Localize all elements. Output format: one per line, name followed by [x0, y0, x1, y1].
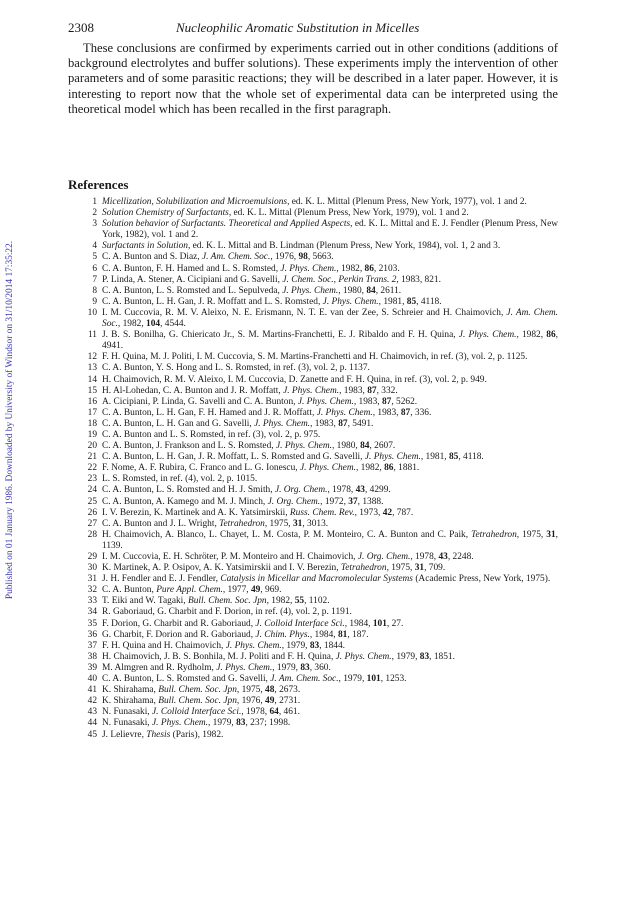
reference-year: , 1979, [272, 662, 301, 673]
reference-volume: 87 [367, 385, 377, 396]
reference-item [68, 596, 558, 607]
reference-source: J. Phys. Chem. [225, 640, 282, 651]
reference-pages: , 969. [260, 585, 282, 596]
reference-authors: K. Shirahama, [102, 685, 159, 696]
reference-pages: , 4118. [458, 452, 484, 463]
reference-pages: , 461. [278, 707, 300, 718]
reference-number: 43 [87, 707, 97, 718]
reference-source: J. Am. Chem. Soc. [270, 674, 339, 685]
reference-year: , 1982, [336, 263, 365, 274]
reference-number: 6 [92, 263, 97, 274]
reference-number: 23 [87, 474, 97, 485]
reference-year: , 1975, [236, 685, 266, 696]
reference-number: 27 [87, 518, 97, 529]
reference-number: 25 [87, 496, 97, 507]
reference-number: 36 [87, 629, 97, 640]
reference-pages: , 1253. [380, 674, 407, 685]
reference-year: , 1975, [516, 529, 547, 540]
reference-number: 45 [87, 729, 97, 740]
reference-number: 13 [87, 363, 97, 374]
reference-number: 35 [87, 618, 97, 629]
reference-item [68, 585, 558, 596]
reference-year: , 1972, [320, 496, 349, 507]
reference-volume: 85 [448, 452, 459, 463]
reference-year: (Paris), 1982. [170, 729, 224, 740]
reference-volume: 84 [360, 441, 370, 452]
reference-item [68, 641, 558, 652]
reference-item [68, 530, 558, 552]
reference-year: , 1980, [331, 441, 361, 452]
reference-number: 44 [87, 718, 97, 729]
body-paragraph: These conclusions are confirmed by experiments carried out in other conditions (additions of background electrolytes and buffer solutions). These experiments imply the intervention of other parameters and of some parasitic reactions; they will be described in a later paper. However, it is interesting to report now that the whole set of experimental data can be interpreted using the theoretical model which has been recalled in the first paragraph. [68, 41, 558, 116]
reference-number: 14 [87, 374, 97, 385]
reference-item [68, 497, 558, 508]
reference-source: J. Phys. Chem. [216, 662, 273, 673]
reference-source: J. Am. Chem. Soc. [102, 307, 558, 330]
reference-volume: 31 [414, 563, 425, 574]
reference-item [68, 619, 558, 630]
reference-source: Solution behavior of Surfactants. Theoretical and Applied Aspects [102, 219, 351, 230]
reference-pages: , 4544. [160, 319, 186, 330]
reference-authors: J. Lelievre, [102, 729, 147, 740]
reference-number: 34 [87, 607, 97, 618]
reference-source: J. Phys. Chem. [282, 285, 339, 296]
reference-item [68, 485, 558, 496]
reference-pages: , 1139. [102, 529, 558, 551]
reference-year: , 1976, [270, 252, 299, 263]
reference-year: , 1983, [310, 418, 339, 429]
reference-year: , 1979, [391, 651, 420, 662]
reference-pages: , 4299. [364, 485, 391, 496]
reference-volume: 43 [355, 485, 365, 496]
reference-year: , 1978, [410, 552, 439, 562]
reference-volume: 31 [546, 529, 556, 540]
reference-source: Bull. Chem. Soc. Jpn [187, 596, 267, 607]
reference-pages: , 1388. [357, 496, 384, 507]
reference-year: , 1982, [516, 330, 547, 341]
reference-authors: F. Dorion, G. Charbit and R. Gaboriaud, [102, 618, 256, 629]
reference-authors: C. A. Bunton, L. H. Gan, J. R. Moffatt and L. S. Romsted, [102, 296, 323, 307]
reference-item [68, 330, 558, 352]
reference-pages: , 2607. [369, 441, 396, 452]
reference-authors: I. M. Cuccovia, R. M. V. Aleixo, N. E. Erismann, N. T. E. van der Zee, S. Schreier and H. Chaimovich, [102, 307, 507, 318]
reference-authors: C. A. Bunton, A. Kamego and M. J. Minch, [102, 496, 268, 507]
reference-source: Bull. Chem. Soc. Jpn [158, 696, 237, 707]
reference-authors: F. H. Quina, M. J. Politi, I. M. Cuccovia, S. M. Martins-Franchetti and H. Chaimovich, in ref. (3), vol. 2, p. 1125. [102, 352, 528, 363]
reference-number: 41 [87, 685, 97, 696]
reference-pages: , 709. [424, 563, 446, 574]
reference-year: , 1981, [420, 452, 449, 463]
reference-number: 26 [87, 507, 97, 518]
reference-volume: 48 [265, 685, 275, 696]
reference-authors: C. A. Bunton, L. S. Romsted and G. Savelli, [102, 674, 271, 685]
reference-pages: , 5663. [307, 252, 334, 263]
reference-authors: C. A. Bunton, L. H. Gan, J. R. Moffatt, L. S. Romsted and G. Savelli, [102, 452, 365, 463]
reference-authors: J. B. S. Bonilha, G. Chiericato Jr., S. M. Martins-Franchetti, E. J. Ribaldo and F. H. Quina, [102, 330, 459, 341]
reference-authors: N. Funasaki, [102, 707, 152, 718]
reference-year: , 1979, [281, 640, 310, 651]
reference-source: Micellization, Solubilization and Microemulsions [102, 197, 288, 207]
reference-authors: H. Chaimovich, R. M. V. Aleixo, I. M. Cuccovia, D. Zanette and F. H. Quina, in ref. (3), vol. 2, p. 949. [102, 374, 487, 385]
reference-number: 8 [92, 285, 97, 296]
reference-volume: 81 [337, 629, 348, 640]
reference-item [68, 474, 558, 485]
reference-number: 24 [87, 485, 97, 496]
reference-source: J. Am. Chem. Soc. [202, 252, 271, 263]
reference-pages: , 1851. [429, 651, 455, 662]
reference-source: J. Phys. Chem. [275, 441, 332, 452]
reference-volume: 104 [146, 319, 161, 330]
reference-number: 1 [92, 197, 97, 207]
reference-pages: , 787. [392, 507, 414, 518]
reference-number: 18 [87, 418, 97, 429]
reference-volume: 85 [406, 296, 417, 307]
reference-number: 21 [87, 452, 97, 463]
reference-pages: , 336. [410, 407, 432, 418]
reference-year: , 1976, [236, 696, 266, 707]
reference-source: J. Colloid Interface Sci. [255, 618, 345, 629]
reference-item [68, 264, 558, 275]
reference-pages: , 5262. [391, 396, 418, 407]
reference-authors: G. Charbit, F. Dorion and R. Gaboriaud, [102, 629, 256, 640]
reference-year: , 1982, [355, 463, 385, 474]
reference-year: , ed. K. L. Mittal and B. Lindman (Plenum Press, New York, 1984), vol. 1, 2 and 3. [187, 241, 501, 252]
reference-volume: 31 [292, 518, 303, 529]
reference-pages: , 2673. [274, 685, 301, 696]
reference-volume: 83 [309, 640, 320, 651]
reference-authors: T. Eiki and W. Tagaki, [102, 596, 188, 607]
reference-source: J. Phys. Chem. [283, 385, 340, 396]
reference-pages: , 332. [376, 385, 398, 396]
reference-item [68, 352, 558, 363]
reference-authors: K. Martinek, A. P. Osipov, A. K. Yatsimirskii and I. V. Berezin, [102, 563, 341, 574]
reference-number: 29 [87, 552, 97, 562]
reference-year: , 1978, [241, 707, 270, 718]
reference-item [68, 574, 558, 585]
reference-authors: C. A. Bunton and J. L. Wright, [102, 518, 220, 529]
reference-number: 7 [92, 274, 97, 285]
reference-pages: , 2248. [447, 552, 474, 562]
reference-authors: C. A. Bunton, L. H. Gan, F. H. Hamed and J. R. Moffatt, [102, 407, 317, 418]
reference-authors: H. Chaimovich, J. B. S. Bonhila, M. J. Politi and F. H. Quina, [102, 651, 336, 662]
reference-volume: 83 [236, 718, 246, 729]
reference-source: Surfactants in Solution [102, 241, 188, 252]
reference-authors: C. A. Bunton, [102, 585, 157, 596]
reference-volume: 87 [381, 396, 392, 407]
reference-year: , ed. K. L. Mittal (Plenum Press, New York, 1979), vol. 1 and 2. [228, 208, 469, 219]
reference-pages: , 237; 1998. [245, 718, 291, 729]
reference-number: 11 [87, 330, 97, 341]
reference-volume: 64 [269, 707, 279, 718]
reference-item [68, 219, 558, 241]
reference-number: 5 [92, 252, 97, 263]
reference-source: J. Chim. Phys. [255, 629, 310, 640]
reference-authors: M. Almgren and R. Rydholm, [102, 662, 217, 673]
reference-authors: C. A. Bunton, J. Frankson and L. S. Romsted, [102, 441, 276, 452]
reference-item [68, 286, 558, 297]
reference-number: 4 [92, 241, 97, 252]
reference-pages: , 1102. [304, 596, 330, 607]
reference-source: Solution Chemistry of Surfactants [102, 208, 229, 219]
reference-number: 12 [87, 352, 97, 363]
reference-authors: C. A. Bunton, L. S. Romsted and L. Sepulveda, [102, 285, 283, 296]
reference-authors: F. Nome, A. F. Rubira, C. Franco and L. G. Ionescu, [102, 463, 300, 474]
reference-year: , ed. K. L. Mittal (Plenum Press, New York, 1977), vol. 1 and 2. [287, 197, 527, 207]
reference-number: 31 [87, 574, 97, 585]
reference-pages: , 1881. [393, 463, 420, 474]
reference-source: Tetrahedron [219, 518, 265, 529]
reference-number: 20 [87, 441, 97, 452]
reference-item [68, 252, 558, 263]
reference-item [68, 519, 558, 530]
reference-authors: I. M. Cuccovia, E. H. Schröter, P. M. Monteiro and H. Chaimovich, [102, 552, 358, 562]
reference-source: Russ. Chem. Rev. [289, 507, 355, 518]
reference-number: 16 [87, 396, 97, 407]
reference-item [68, 208, 558, 219]
reference-authors: I. V. Berezin, K. Martinek and A. K. Yatsimirskii, [102, 507, 290, 518]
reference-source: Tetrahedron [471, 529, 517, 540]
reference-authors: C. A. Bunton and L. S. Romsted, in ref. (3), vol. 2, p. 975. [102, 429, 321, 440]
reference-volume: 37 [348, 496, 358, 507]
reference-year: , 1975, [264, 518, 293, 529]
reference-source: J. Org. Chem. [274, 485, 328, 496]
reference-volume: 86 [364, 263, 374, 274]
reference-year: , 1973, [354, 507, 383, 518]
page-number: 2308 [68, 20, 94, 35]
reference-number: 19 [87, 429, 97, 440]
reference-item [68, 552, 558, 563]
reference-item [68, 463, 558, 474]
reference-year: , 1980, [338, 285, 367, 296]
reference-authors: A. Cicipiani, P. Linda, G. Savelli and C. A. Bunton, [102, 396, 298, 407]
reference-item [68, 363, 558, 374]
reference-authors: N. Funasaki, [102, 718, 152, 729]
reference-number: 42 [87, 696, 97, 707]
reference-authors: H. Chaimovich, A. Blanco, L. Chayet, L. M. Costa, P. M. Monteiro, C. A. Bunton and C. Paik, [102, 529, 472, 540]
reference-item [68, 674, 558, 685]
references-list [68, 197, 558, 741]
reference-year: , 1983, [353, 396, 382, 407]
reference-authors: C. A. Bunton and S. Diaz, [102, 252, 202, 263]
reference-pages: , 2611. [375, 285, 402, 296]
reference-year: , 1983, 821. [396, 274, 441, 285]
reference-pages: , 4118. [416, 296, 442, 307]
reference-number: 37 [87, 640, 97, 651]
reference-source: J. Phys. Chem. [364, 452, 421, 463]
reference-year: , 1984, [344, 618, 373, 629]
reference-source: J. Phys. Chem. [152, 718, 208, 729]
reference-item [68, 630, 558, 641]
reference-source: J. Phys. Chem. [299, 463, 356, 474]
reference-volume: 83 [300, 662, 310, 673]
reference-year: , 1977, [222, 585, 251, 596]
reference-volume: 86 [546, 330, 556, 341]
reference-source: Catalysis in Micellar and Macromolecular Systems [220, 574, 413, 585]
reference-source: J. Org. Chem. [357, 552, 411, 562]
reference-authors: C. A. Bunton, Y. S. Hong and L. S. Romsted, in ref. (3), vol. 2, p. 1137. [102, 363, 370, 374]
reference-volume: 42 [382, 507, 393, 518]
download-watermark [4, 160, 16, 680]
references-heading: References [68, 177, 129, 192]
reference-item [68, 441, 558, 452]
reference-number: 22 [87, 463, 97, 474]
reference-authors: C. A. Bunton, L. H. Gan and G. Savelli, [102, 418, 255, 429]
reference-source: Bull. Chem. Soc. Jpn [158, 685, 237, 696]
reference-item [68, 419, 558, 430]
reference-item [68, 563, 558, 574]
running-title: Nucleophilic Aromatic Substitution in Micelles [176, 20, 420, 35]
reference-item [68, 508, 558, 519]
reference-volume: 83 [419, 651, 430, 662]
reference-source: J. Phys. Chem. [458, 330, 517, 341]
reference-year: , 1983, [339, 385, 368, 396]
reference-source: Tetrahedron [340, 563, 387, 574]
reference-number: 15 [87, 385, 97, 396]
reference-item [68, 197, 558, 208]
reference-volume: 55 [294, 596, 305, 607]
reference-item [68, 663, 558, 674]
reference-authors: J. H. Fendler and E. J. Fendler, [102, 574, 221, 585]
reference-pages: , 187. [347, 629, 369, 640]
reference-year: , 1981, [378, 296, 407, 307]
reference-source: J. Phys. Chem. [335, 651, 392, 662]
reference-item [68, 685, 558, 696]
download-watermark-text: Published on 01 January 1986. Downloaded by University of Windsor on 31/10/2014 17:35:22. [5, 240, 15, 600]
reference-pages: , 3013. [302, 518, 329, 529]
reference-source: J. Org. Chem. [267, 496, 321, 507]
reference-source: Pure Appl. Chem. [156, 585, 223, 596]
reference-volume: 86 [384, 463, 394, 474]
reference-pages: , 2731. [274, 696, 301, 707]
reference-number: 28 [87, 529, 97, 540]
page-header [68, 20, 556, 36]
reference-number: 38 [87, 651, 97, 662]
reference-item [68, 397, 558, 408]
reference-source: J. Colloid Interface Sci. [152, 707, 242, 718]
reference-authors: K. Shirahama, [102, 696, 159, 707]
reference-authors: R. Gaboriaud, G. Charbit and F. Dorion, in ref. (4), vol. 2, p. 1191. [102, 607, 352, 618]
reference-item [68, 308, 558, 330]
reference-item [68, 607, 558, 618]
reference-number: 32 [87, 585, 97, 596]
reference-year: , 1979, [338, 674, 367, 685]
reference-item [68, 386, 558, 397]
reference-item [68, 241, 558, 252]
reference-pages: , 4941. [102, 330, 558, 352]
reference-volume: 49 [250, 585, 261, 596]
reference-year: (Academic Press, New York, 1975). [412, 574, 551, 585]
reference-source: Thesis [146, 729, 171, 740]
reference-year: , 1984, [309, 629, 338, 640]
reference-source: J. Phys. Chem. [254, 418, 311, 429]
reference-pages: , 2103. [373, 263, 400, 274]
reference-number: 33 [87, 596, 97, 607]
reference-item [68, 452, 558, 463]
reference-year: , 1982, [266, 596, 295, 607]
reference-source: J. Phys. Chem. [297, 396, 354, 407]
reference-pages: , 1844. [319, 640, 345, 651]
reference-authors: H. Al-Lohedan, C. A. Bunton and J. R. Moffatt, [102, 385, 284, 396]
reference-item [68, 275, 558, 286]
reference-item [68, 430, 558, 441]
reference-number: 17 [87, 407, 97, 418]
reference-item [68, 408, 558, 419]
reference-authors: C. A. Bunton, F. H. Hamed and L. S. Romsted, [102, 263, 281, 274]
reference-number: 39 [87, 662, 97, 673]
reference-number: 3 [92, 219, 97, 230]
reference-authors: L. S. Romsted, in ref. (4), vol. 2, p. 1015. [102, 474, 258, 485]
reference-number: 40 [87, 674, 97, 685]
reference-year: , ed. K. L. Mittal and E. J. Fendler (Plenum Press, New York, 1982), vol. 1 and 2. [102, 219, 558, 241]
reference-number: 2 [92, 208, 97, 219]
reference-item [68, 718, 558, 729]
reference-item [68, 297, 558, 308]
reference-volume: 87 [338, 418, 348, 429]
reference-source: J. Phys. Chem. [322, 296, 379, 307]
reference-volume: 98 [298, 252, 308, 263]
reference-number: 10 [87, 307, 97, 318]
reference-number: 9 [92, 296, 97, 307]
reference-item [68, 375, 558, 386]
reference-volume: 101 [372, 618, 387, 629]
reference-volume: 84 [366, 285, 376, 296]
reference-year: , 1983, [372, 407, 401, 418]
reference-year: , 1975, [386, 563, 415, 574]
reference-item [68, 707, 558, 718]
reference-year: , 1982, [117, 319, 147, 330]
reference-number: 30 [87, 563, 97, 574]
reference-authors: P. Linda, A. Stener, A. Cicipiani and G. Savelli, [102, 274, 283, 285]
reference-pages: , 360. [309, 662, 331, 673]
reference-item [68, 652, 558, 663]
reference-item [68, 730, 558, 741]
reference-year: , 1978, [327, 485, 356, 496]
reference-pages: , 27. [386, 618, 404, 629]
reference-volume: 43 [438, 552, 448, 562]
reference-source: J. Phys. Chem. [316, 407, 373, 418]
reference-pages: , 5491. [347, 418, 374, 429]
reference-authors: F. H. Quina and H. Chaimovich, [102, 640, 226, 651]
reference-volume: 101 [366, 674, 381, 685]
reference-volume: 87 [400, 407, 411, 418]
reference-year: , 1979, [207, 718, 237, 729]
reference-authors: C. A. Bunton, L. S. Romsted and H. J. Smith, [102, 485, 275, 496]
reference-item [68, 696, 558, 707]
reference-source: J. Chem. Soc., Perkin Trans. 2 [282, 274, 397, 285]
reference-volume: 49 [265, 696, 275, 707]
reference-source: J. Phys. Chem. [280, 263, 337, 274]
